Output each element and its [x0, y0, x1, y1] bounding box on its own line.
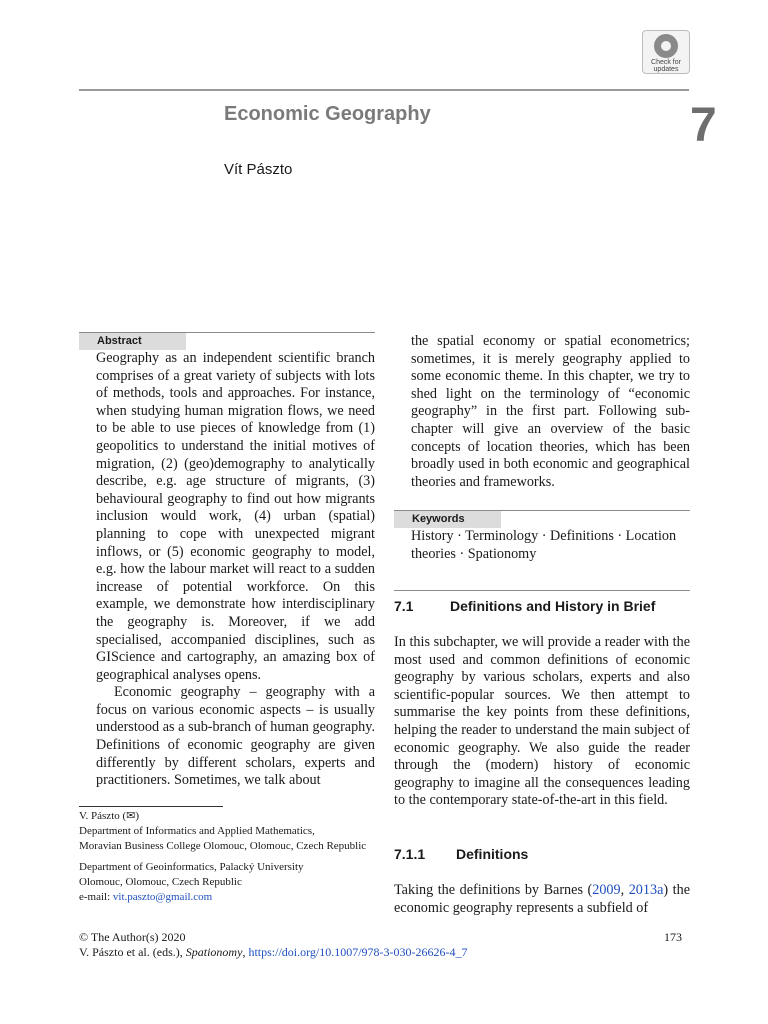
- email-link[interactable]: vit.paszto@gmail.com: [112, 891, 213, 903]
- copyright-line: © The Author(s) 2020: [79, 930, 186, 944]
- abstract-paragraph-2: Economic geography – geography with a focus on various economic aspects – is usually understood as a sub-branch of human geography. Definitions of economic geography are given differently by different scholars, experts and practitioners. Sometimes, we talk about: [96, 684, 375, 789]
- chapter-number: 7: [690, 99, 717, 152]
- affiliation-email-line: e-mail: vit.paszto@gmail.com: [79, 891, 213, 903]
- affiliation-dept1-line1: Department of Informatics and Applied Mathematics,: [79, 825, 315, 837]
- header-rule: [79, 89, 689, 91]
- doi-link[interactable]: https://doi.org/10.1007/978-3-030-26626-4_7: [248, 945, 468, 959]
- citation-link-2013a[interactable]: 2013a: [628, 882, 664, 898]
- check-for-updates-badge[interactable]: [642, 30, 690, 74]
- section-heading: [394, 598, 655, 614]
- affiliation-dept1-line2: Moravian Business College Olomouc, Olomouc, Czech Republic: [79, 840, 367, 852]
- citation-link-2009[interactable]: 2009: [592, 882, 621, 898]
- page-number: 173: [664, 930, 682, 944]
- chapter-author: Vít Pászto: [224, 161, 293, 178]
- citation-line: V. Pászto et al. (eds.), Spationomy, https://doi.org/10.1007/978-3-030-26626-4_7: [79, 945, 468, 959]
- chapter-title: Economic Geography: [224, 103, 431, 125]
- footnote-rule: [79, 806, 223, 807]
- book-title: Spationomy: [185, 945, 243, 959]
- abstract-heading: Abstract: [79, 333, 186, 350]
- section-number: 7.1: [394, 598, 414, 614]
- check-updates-icon: [654, 34, 678, 58]
- badge-label: Check for updates: [651, 59, 681, 73]
- envelope-icon: ✉: [126, 810, 136, 822]
- section-title: Definitions and History in Brief: [450, 598, 656, 614]
- keywords-list: History · Terminology · Definitions · Location theories · Spationomy: [411, 528, 677, 562]
- affiliation-block: [79, 809, 379, 905]
- subsection-number: 7.1.1: [394, 846, 426, 862]
- affiliation-dept2-line1: Department of Geoinformatics, Palacký University: [79, 861, 304, 873]
- abstract-body: [96, 350, 375, 790]
- abstract-paragraph-1: Geography as an independent scientific branch comprises of a great variety of subjects with lots of methods, tools and approaches. For instance, when studying human migration flows, we need to be able to use pieces of knowledge from (1) geopolitics to understand the initial motives of migration, (2) (geo)demography to analytically describe, e.g. age structure of migrants, (3) behavioural geography to find out how migrants inclusion would work, (4) urban (spatial) planning to cope with unexpected migrant inflows, or (5) economic geography to model, e.g. how the labour market will react to a sudden increase of potential workforce. On this example, we demonstrate how interdisciplinary the geography is. Moreover, if we add specialised, accompanied disciplines, such as GIScience and cartography, an amazing box of geographical analyses opens.: [96, 350, 375, 683]
- section-rule: [394, 590, 690, 591]
- citation-separator: ,: [620, 882, 629, 898]
- subsection-title: Definitions: [456, 846, 529, 862]
- subsection-heading: [394, 846, 528, 862]
- subsection-body: [394, 882, 690, 917]
- affiliation-dept2-line2: Olomouc, Olomouc, Czech Republic: [79, 876, 242, 888]
- section-body: In this subchapter, we will provide a reader with the most used and common definitions of economic geography by various scholars, experts and also scientific-popular sources. We then attempt to summarise the key points from these definitions, helping the reader to understand the main subject of economic geography. We also guide the reader through the (modern) history of economic geography to imagine all the consequences leading to the contemporary state-of-the-art in this field.: [394, 634, 690, 809]
- affiliation-name: V. Pászto (✉): [79, 810, 140, 822]
- subsection-text-1: Taking the definitions by Barnes (: [394, 882, 593, 898]
- keywords-heading: Keywords: [394, 511, 501, 528]
- abstract-continuation: the spatial economy or spatial econometrics; sometimes, it is merely geography applied to some economic theme. In this chapter, we try to shed light on the terminology of “economic geography” in the first part. Following sub-chapter will give an overview of the basic concepts of location theories, which has been broadly used in both economic and geographical theories and frameworks.: [411, 333, 690, 490]
- subsection-text-2: ) the economic geography represents a subfield of: [394, 882, 690, 916]
